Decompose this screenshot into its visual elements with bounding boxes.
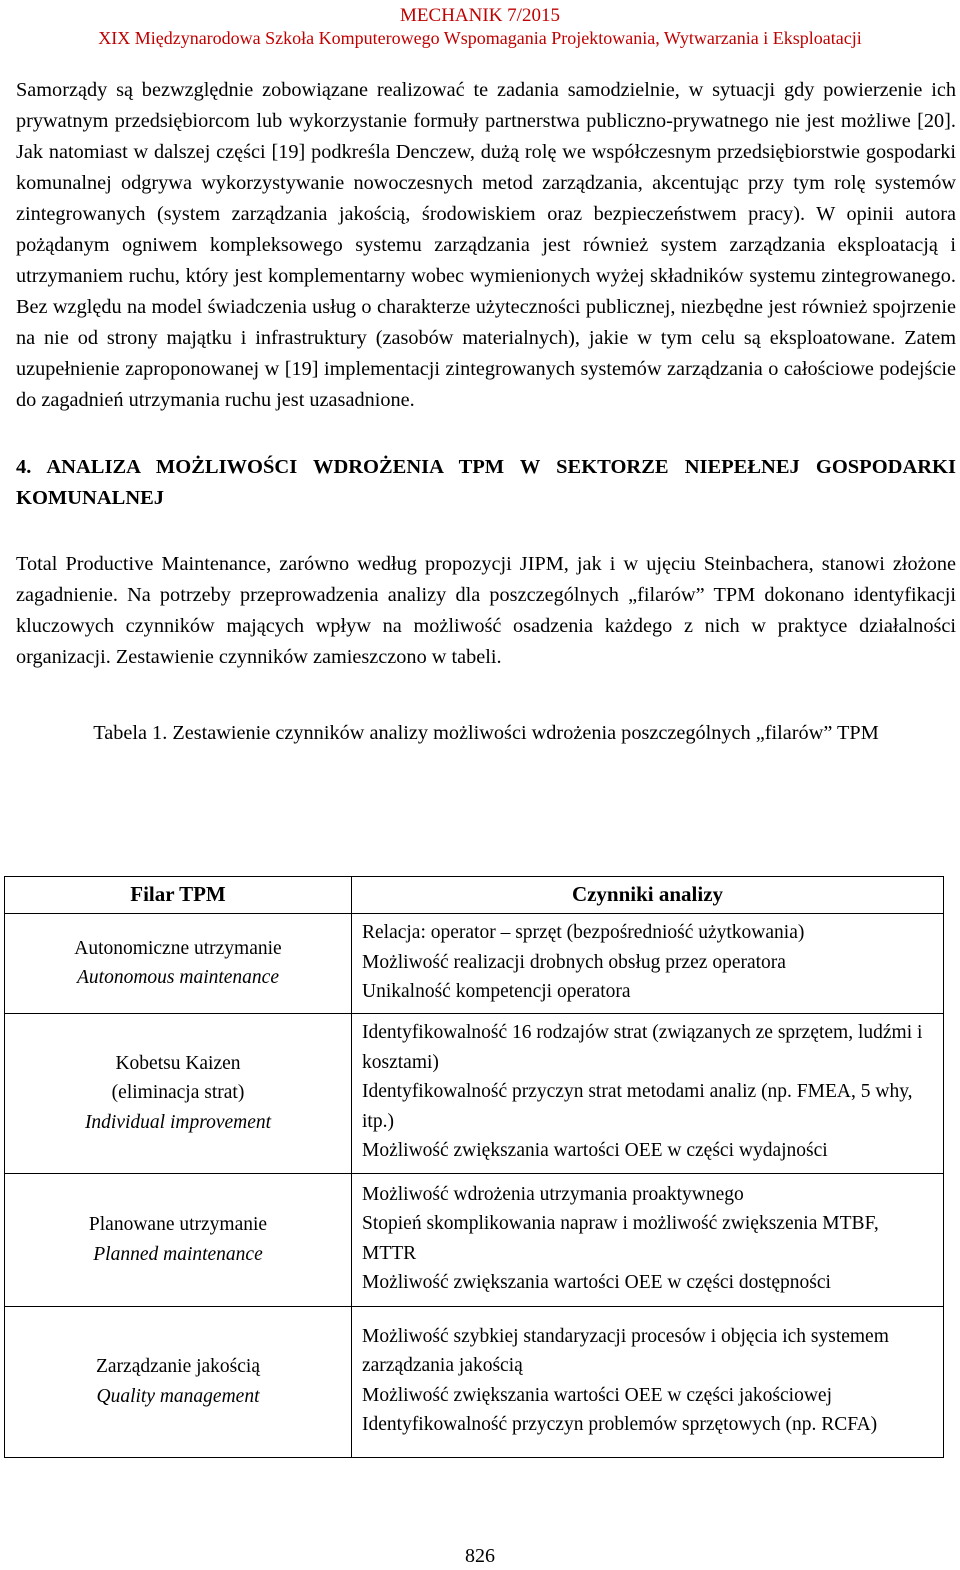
factor-item: Identyfikowalność 16 rodzajów strat (związanych ze sprzętem, ludźmi i kosztami): [362, 1022, 923, 1073]
table-header-row: [5, 877, 944, 914]
factor-item: Możliwość zwiększania wartości OEE w części dostępności: [362, 1272, 831, 1293]
factor-item: Możliwość zwiększania wartości OEE w części jakościowej: [362, 1384, 832, 1406]
factor-item: Relacja: operator – sprzęt (bezpośredniość użytkowania): [362, 922, 805, 943]
conference-title: XIX Międzynarodowa Szkoła Komputerowego Wspomagania Projektowania, Wytwarzania i Eksploatacji: [98, 28, 862, 48]
factor-item: Identyfikowalność przyczyn problemów sprzętowych (np. RCFA): [362, 1414, 878, 1435]
header-czynniki: Czynniki analizy: [352, 877, 944, 914]
filar-name-pl: Zarządzanie jakością: [95, 1356, 261, 1377]
factor-item: Możliwość szybkiej standaryzacji procesów i objęcia ich systemem zarządzania jakością: [362, 1325, 889, 1376]
factor-item: Identyfikowalność przyczyn strat metodami analiz (np. FMEA, 5 why, itp.): [362, 1081, 913, 1132]
page-header: [0, 4, 960, 50]
factors-cell: [352, 914, 944, 1014]
table-row: [5, 1173, 944, 1306]
section-heading: 4. ANALIZA MOŻLIWOŚCI WDROŻENIA TPM W SEKTORZE NIEPEŁNEJ GOSPODARKI KOMUNALNEJ: [16, 456, 956, 509]
filar-name-en: Quality management: [96, 1385, 260, 1407]
table-caption: Tabela 1. Zestawienie czynników analizy możliwości wdrożenia poszczególnych „filarów” TPM: [93, 722, 879, 744]
filar-name-en: Autonomous maintenance: [76, 967, 279, 989]
filar-cell: [5, 1013, 352, 1173]
filar-name-pl-2: (eliminacja strat): [111, 1082, 245, 1104]
factor-item: Unikalność kompetencji operatora: [362, 981, 631, 1002]
filar-name-pl: Planowane utrzymanie: [88, 1214, 268, 1235]
filar-name-pl: Kobetsu Kaizen: [115, 1052, 241, 1074]
filar-name-pl: Autonomiczne utrzymanie: [74, 937, 282, 959]
journal-title: MECHANIK 7/2015: [400, 5, 560, 26]
tpm-table: [4, 876, 944, 1458]
filar-cell: [5, 1306, 352, 1457]
factors-cell: [352, 1306, 944, 1457]
table-row: [5, 1013, 944, 1173]
main-content: [16, 75, 956, 749]
factor-item: Możliwość realizacji drobnych obsług przez operatora: [362, 951, 786, 973]
table-row: [5, 1306, 944, 1457]
paragraph-2: Total Productive Maintenance, zarówno według propozycji JIPM, jak i w ujęciu Steinbachera, stanowi złożone zagadnienie. Na potrzeby przeprowadzenia analizy dla poszczególnych „filarów” TPM dokonano identyfikacji kluczowych czynników mających wpływ na możliwość osadzenia każdego z nich w praktyce działalności organizacji. Zestawienie czynników zamieszczono w tabeli.: [16, 553, 956, 668]
filar-cell: [5, 1173, 352, 1306]
factors-cell: [352, 1173, 944, 1306]
factors-cell: [352, 1013, 944, 1173]
table-row: [5, 914, 944, 1014]
filar-cell: [5, 914, 352, 1014]
factor-item: Stopień skomplikowania napraw i możliwość zwiększenia MTBF, MTTR: [362, 1213, 879, 1264]
header-filar: Filar TPM: [5, 877, 352, 914]
factor-item: Możliwość zwiększania wartości OEE w części wydajności: [362, 1140, 828, 1162]
factor-item: Możliwość wdrożenia utrzymania proaktywnego: [362, 1183, 744, 1205]
filar-name-en: Planned maintenance: [93, 1243, 263, 1265]
paragraph-1: Samorządy są bezwzględnie zobowiązane realizować te zadania samodzielnie, w sytuacji gdy powierzenie ich prywatnym przedsiębiorcom lub wykorzystanie formuły partnerstwa publiczno-prywatnego nie jest możliwe [20]. Jak natomiast w dalszej części [19] podkreśla Denczew, dużą rolę we współczesnym przedsiębiorstwie gospodarki komunalnej odgrywa wykorzystywanie nowoczesnych metod zarządzania, akcentując przy tym rolę systemów zintegrowanych (system zarządzania jakością, środowiskiem oraz bezpieczeństwem pracy). W opinii autora pożądanym ogniwem kompleksowego systemu zarządzania jest również system zarządzania eksploatacją i utrzymaniem ruchu, który jest komplementarny wobec wymienionych wyżej składników systemu zintegrowanego. Bez względu na model świadczenia usług o charakterze użyteczności publicznej, niezbędne jest również spojrzenie na nie od strony majątku i infrastruktury (zasobów materialnych), jakie w tym celu są eksploatowane. Zatem uzupełnienie zaproponowanej w [19] implementacji zintegrowanych systemów zarządzania o całościowe podejście do zagadnień utrzymania ruchu jest uzasadnione.: [16, 79, 956, 411]
page-number: 826: [465, 1545, 495, 1567]
filar-name-en: Individual improvement: [84, 1111, 272, 1133]
